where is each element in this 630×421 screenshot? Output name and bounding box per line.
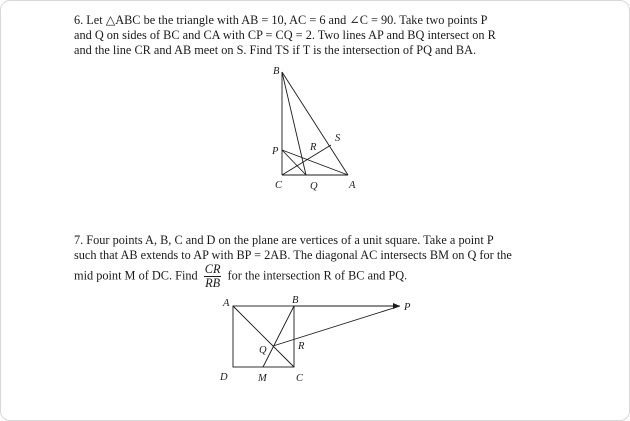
- line-ap: [282, 150, 348, 175]
- problem-6-line-1: 6. Let △ABC be the triangle with AB = 10, AC = 6 and ∠C = 90. Take two points P: [74, 13, 488, 27]
- fig7-label-a: A: [223, 298, 230, 309]
- problem-6-line-2: and Q on sides of BC and CA with CP = CQ = 2. Two lines AP and BQ intersect on R: [74, 28, 496, 43]
- fig7-label-d: D: [220, 372, 228, 383]
- ratio-fraction: [204, 263, 222, 290]
- problem-7-line-3-start: mid point M of DC. Find: [74, 268, 198, 283]
- fig6-label-c: C: [275, 180, 283, 191]
- fig6-label-r: R: [310, 142, 317, 153]
- fig6-label-a: A: [349, 180, 356, 191]
- problem-7-line-2: such that AB extends to AP with BP = 2AB. The diagonal AC intersects BM on Q for the: [74, 248, 512, 263]
- fig6-label-q: Q: [310, 181, 318, 192]
- fig6-label-s: S: [335, 133, 341, 144]
- fig7-label-r: R: [298, 341, 305, 352]
- line-bq: [282, 72, 306, 175]
- fraction-denominator: RB: [205, 276, 221, 291]
- fig6-label-b: B: [273, 66, 280, 77]
- side-ab: [282, 72, 348, 175]
- problem-7-line-1: 7. Four points A, B, C and D on the plane are vertices of a unit square. Take a point P: [74, 233, 494, 247]
- problem-6-line-3: and the line CR and AB meet on S. Find TS if T is the intersection of PQ and BA.: [74, 43, 477, 58]
- problem-7-text: [74, 233, 560, 290]
- problem-7-line-3-end: for the intersection R of BC and PQ.: [227, 268, 408, 283]
- fraction-numerator: CR: [204, 262, 221, 277]
- problem-7-line-3: [74, 263, 560, 290]
- fig7-label-b: B: [292, 295, 299, 306]
- fig6-label-p: P: [272, 146, 279, 157]
- fig7-label-c: C: [296, 373, 304, 384]
- fig7-label-q: Q: [259, 345, 267, 356]
- line-cr-s: [282, 145, 331, 175]
- fig7-label-p: P: [404, 302, 411, 313]
- fig7-label-m: M: [258, 373, 267, 384]
